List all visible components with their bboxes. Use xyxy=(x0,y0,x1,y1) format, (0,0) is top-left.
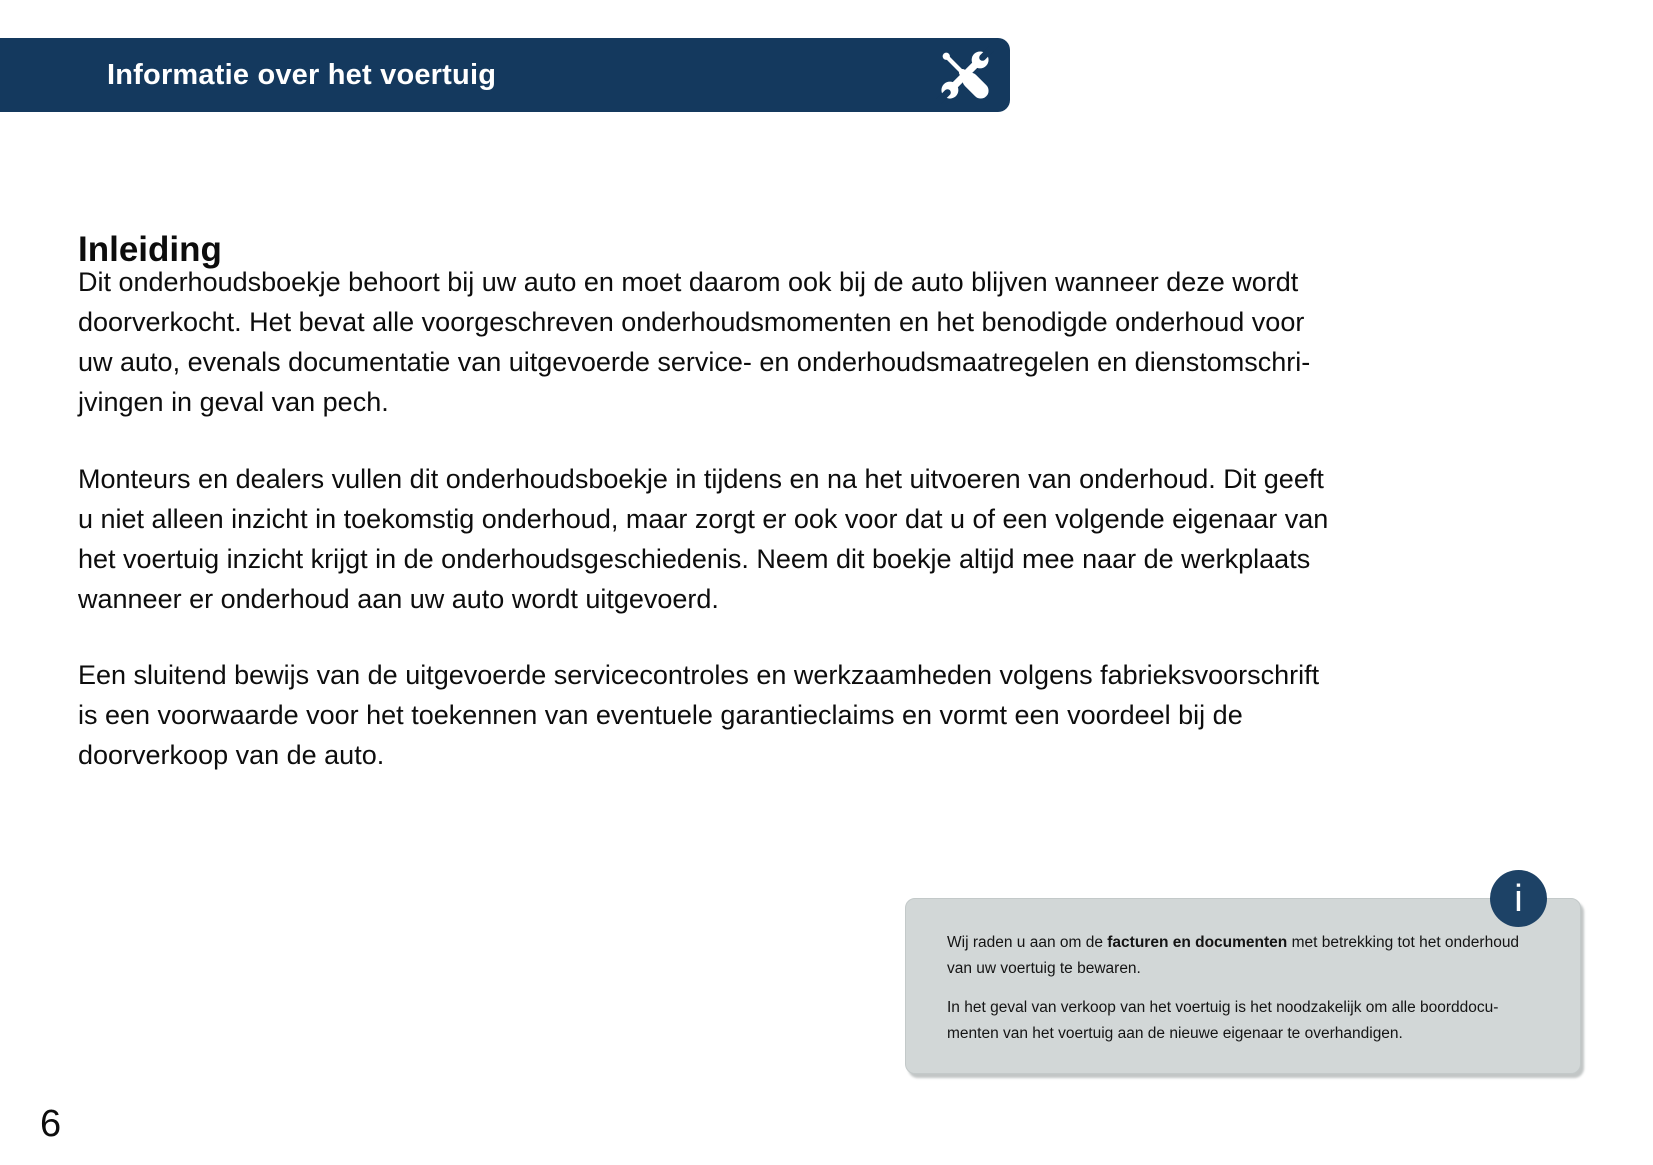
paragraph-intro xyxy=(78,262,1310,422)
text-line: Een sluitend bewijs van de uitgevoerde servicecontroles en werkzaamheden volgens fabrieksvoorschrift xyxy=(78,660,1320,690)
text-line: doorverkocht. Het bevat alle voorgeschreven onderhoudsmomenten en het benodigde onderhoud voor xyxy=(78,307,1305,337)
header-bar xyxy=(0,38,1010,112)
tools-icon xyxy=(936,46,994,104)
info-icon-letter: i xyxy=(1514,877,1523,920)
section-heading: Inleiding xyxy=(78,230,222,270)
text-line: wanneer er onderhoud aan uw auto wordt uitgevoerd. xyxy=(78,584,719,614)
text-line: Dit onderhoudsboekje behoort bij uw auto en moet daarom ook bij de auto blijven wanneer deze wordt xyxy=(78,267,1299,297)
text-line: jvingen in geval van pech. xyxy=(78,387,389,417)
text-line: menten van het voertuig aan de nieuwe eigenaar te overhandigen. xyxy=(947,1025,1403,1042)
paragraph-warranty xyxy=(78,655,1319,775)
info-icon xyxy=(1490,870,1547,927)
header-title: Informatie over het voertuig xyxy=(107,58,497,91)
text-line: In het geval van verkoop van het voertuig is het noodzakelijk om alle boorddocu- xyxy=(947,999,1499,1016)
text-line: is een voorwaarde voor het toekennen van eventuele garantieclaims en vormt een voordeel bij de xyxy=(78,700,1243,730)
text-line: uw auto, evenals documentatie van uitgevoerde service- en onderhoudsmaatregelen en dienstomschri- xyxy=(78,347,1311,377)
page-number: 6 xyxy=(40,1103,62,1145)
text-line: u niet alleen inzicht in toekomstig onderhoud, maar zorgt er ook voor dat u of een volgende eigenaar van xyxy=(78,504,1329,534)
text-line: doorverkoop van de auto. xyxy=(78,740,385,770)
info-paragraph-documents xyxy=(947,930,1529,982)
info-text-suffix: met betrekking tot het onderhoud van uw voertuig te bewaren. xyxy=(947,934,1520,977)
text-line: het voertuig inzicht krijgt in de onderhoudsgeschiedenis. Neem dit boekje altijd mee naar de werkplaats xyxy=(78,544,1311,574)
info-box xyxy=(905,877,1581,1074)
paragraph-mechanics xyxy=(78,459,1328,619)
info-text-prefix: Wij raden u aan om de xyxy=(947,934,1108,951)
info-paragraph-sale xyxy=(947,995,1532,1047)
text-line: Monteurs en dealers vullen dit onderhoudsboekje in tijdens en na het uitvoeren van onderhoud. Dit geeft xyxy=(78,464,1324,494)
info-text-bold: facturen en documenten xyxy=(1107,934,1288,951)
